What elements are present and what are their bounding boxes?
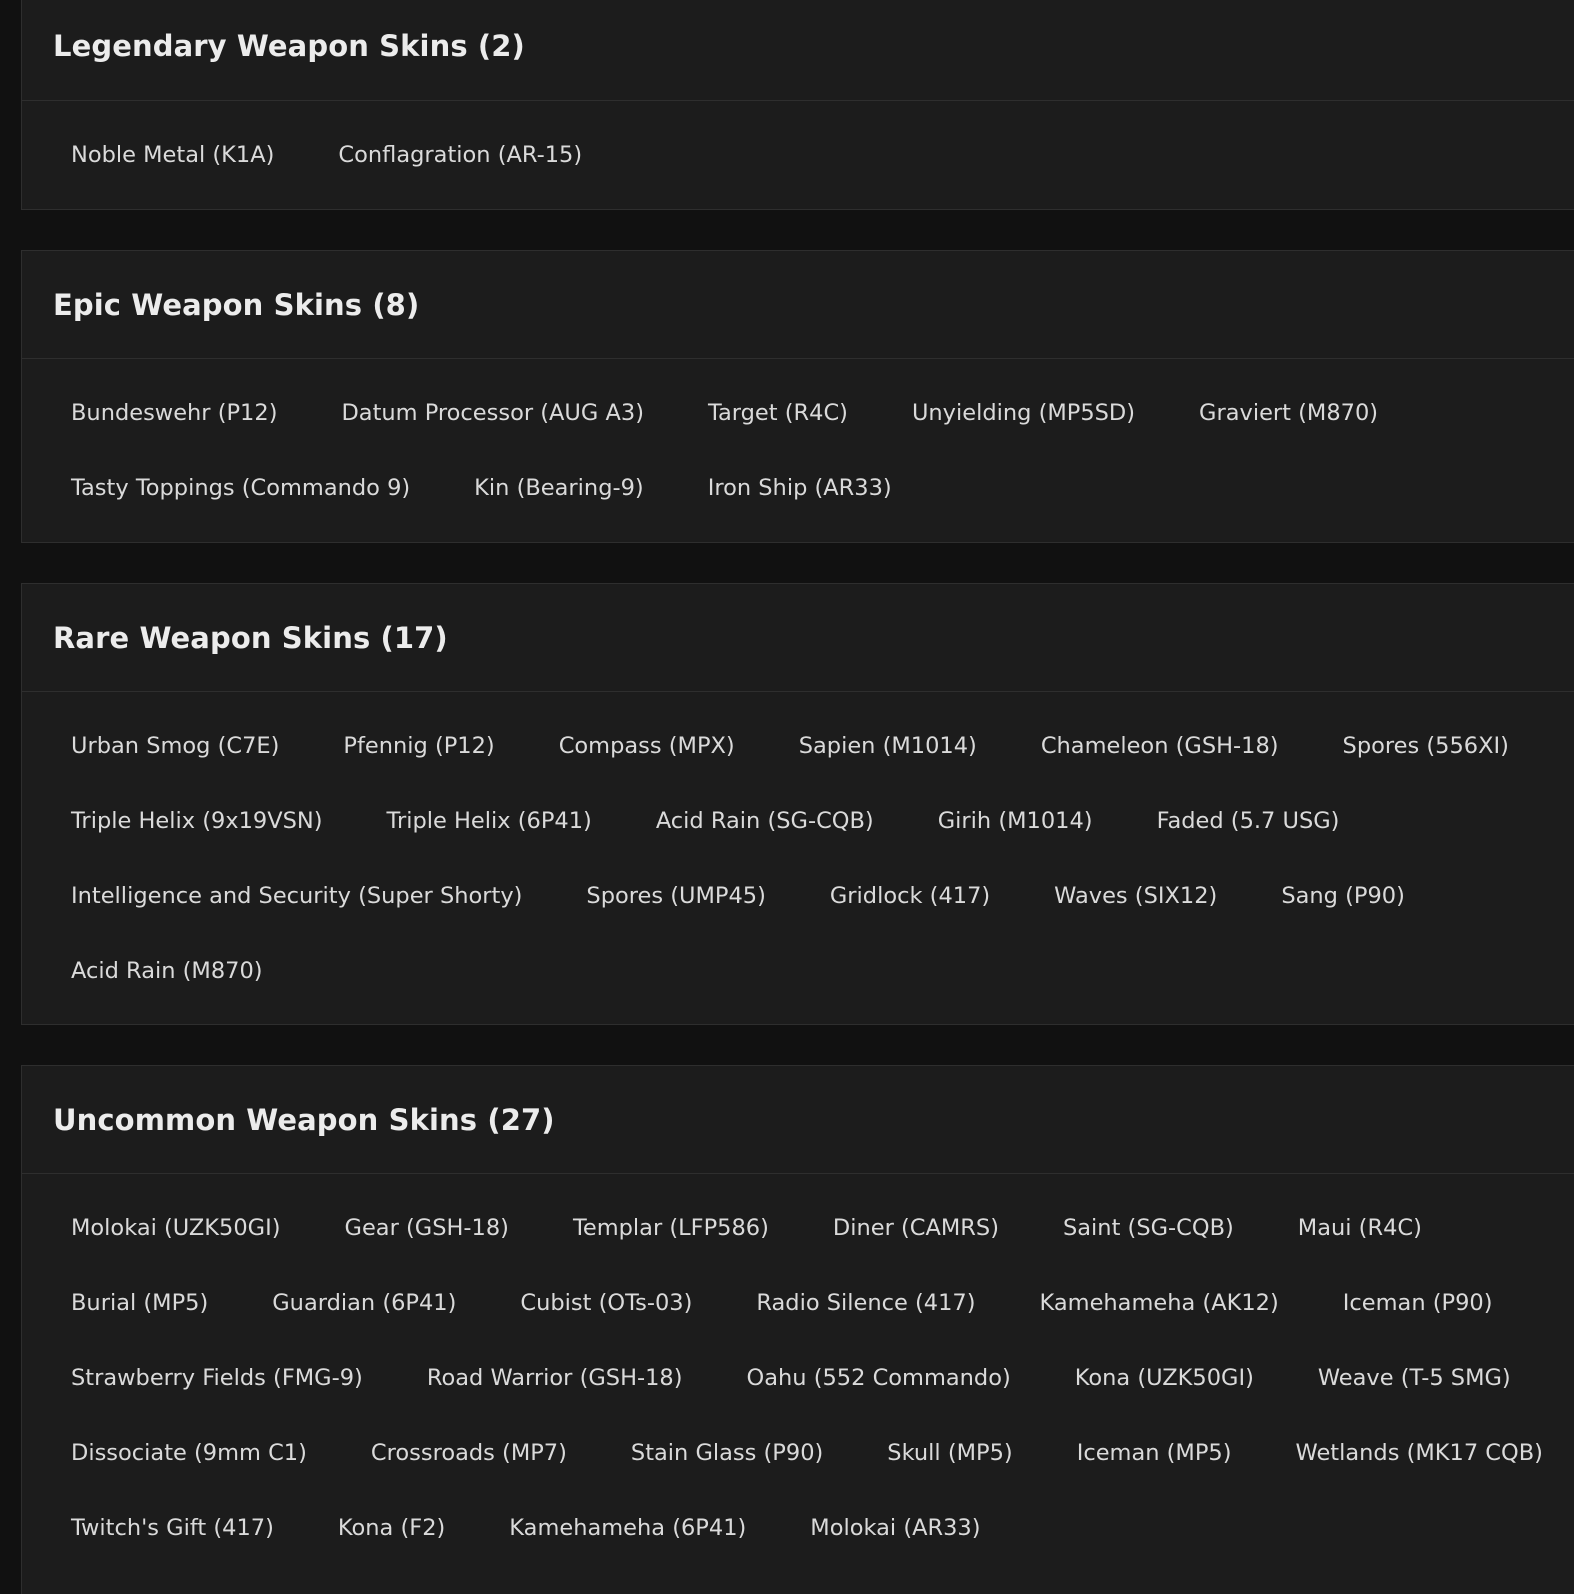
skin-link[interactable]: Unyielding (MP5SD) — [911, 400, 1136, 426]
skin-link[interactable]: Wetlands (MK17 CQB) — [1295, 1440, 1543, 1466]
epic-skins-section — [21, 250, 1574, 543]
skin-link[interactable]: Molokai (UZK50GI) — [71, 1215, 281, 1241]
skin-link[interactable]: Graviert (M870) — [1199, 400, 1379, 426]
skin-link[interactable]: Urban Smog (C7E) — [71, 733, 280, 759]
uncommon-skins-section — [21, 1065, 1574, 1594]
skin-link[interactable]: Waves (SIX12) — [1054, 883, 1218, 909]
skin-link[interactable]: Strawberry Fields (FMG-9) — [71, 1365, 363, 1391]
skin-link[interactable]: Dissociate (9mm C1) — [71, 1440, 307, 1466]
skin-link[interactable]: Triple Helix (9x19VSN) — [71, 808, 323, 834]
skin-link[interactable]: Iron Ship (AR33) — [707, 475, 892, 501]
skin-link[interactable]: Acid Rain (SG-CQB) — [655, 808, 874, 834]
skin-link[interactable]: Gridlock (417) — [829, 883, 991, 909]
skin-link[interactable]: Radio Silence (417) — [756, 1290, 976, 1316]
section-header — [22, 1066, 1574, 1174]
section-header — [22, 0, 1574, 101]
section-title: Legendary Weapon Skins (2) — [53, 29, 525, 63]
skin-list — [71, 376, 1574, 526]
skin-link[interactable]: Compass (MPX) — [558, 733, 735, 759]
skin-link[interactable]: Skull (MP5) — [887, 1440, 1013, 1466]
skin-list — [71, 709, 1574, 1009]
skin-link[interactable]: Spores (556XI) — [1342, 733, 1509, 759]
section-body — [22, 359, 1574, 526]
skin-link[interactable]: Girih (M1014) — [937, 808, 1093, 834]
skin-link[interactable]: Tasty Toppings (Commando 9) — [71, 475, 411, 501]
skin-link[interactable]: Target (R4C) — [707, 400, 848, 426]
skin-link[interactable]: Chameleon (GSH-18) — [1040, 733, 1279, 759]
skin-list — [71, 118, 1574, 193]
skin-link[interactable]: Burial (MP5) — [71, 1290, 209, 1316]
skin-link[interactable]: Cubist (OTs-03) — [520, 1290, 693, 1316]
skin-link[interactable]: Road Warrior (GSH-18) — [426, 1365, 683, 1391]
skin-link[interactable]: Molokai (AR33) — [810, 1515, 981, 1541]
section-body — [22, 1174, 1574, 1566]
section-body — [22, 692, 1574, 1009]
legendary-skins-section — [21, 0, 1574, 210]
section-title: Uncommon Weapon Skins (27) — [53, 1102, 555, 1137]
skin-link[interactable]: Spores (UMP45) — [586, 883, 766, 909]
skin-link[interactable]: Guardian (6P41) — [272, 1290, 457, 1316]
skin-link[interactable]: Triple Helix (6P41) — [386, 808, 592, 834]
section-title: Epic Weapon Skins (8) — [53, 287, 420, 322]
skin-link[interactable]: Diner (CAMRS) — [832, 1215, 999, 1241]
skin-link[interactable]: Acid Rain (M870) — [71, 958, 263, 984]
skin-link[interactable]: Conflagration (AR-15) — [338, 142, 583, 168]
skin-link[interactable]: Faded (5.7 USG) — [1156, 808, 1340, 834]
skin-link[interactable]: Sapien (M1014) — [798, 733, 977, 759]
skin-link[interactable]: Crossroads (MP7) — [370, 1440, 567, 1466]
skin-link[interactable]: Gear (GSH-18) — [344, 1215, 509, 1241]
section-header — [22, 584, 1574, 692]
rare-skins-section — [21, 583, 1574, 1025]
skin-link[interactable]: Stain Glass (P90) — [630, 1440, 824, 1466]
skin-link[interactable]: Maui (R4C) — [1297, 1215, 1422, 1241]
skin-link[interactable]: Kona (F2) — [337, 1515, 446, 1541]
skin-link[interactable]: Intelligence and Security (Super Shorty) — [71, 883, 523, 909]
skin-link[interactable]: Oahu (552 Commando) — [746, 1365, 1011, 1391]
skin-link[interactable]: Iceman (P90) — [1342, 1290, 1493, 1316]
skin-link[interactable]: Kona (UZK50GI) — [1074, 1365, 1254, 1391]
skin-link[interactable]: Saint (SG-CQB) — [1062, 1215, 1234, 1241]
section-body — [22, 101, 1574, 193]
skin-link[interactable]: Kamehameha (AK12) — [1039, 1290, 1279, 1316]
skin-link[interactable]: Weave (T-5 SMG) — [1317, 1365, 1511, 1391]
skin-link[interactable]: Sang (P90) — [1281, 883, 1405, 909]
skin-link[interactable]: Bundeswehr (P12) — [71, 400, 278, 426]
skin-link[interactable]: Templar (LFP586) — [572, 1215, 769, 1241]
skin-link[interactable]: Kin (Bearing-9) — [474, 475, 644, 501]
skin-link[interactable]: Datum Processor (AUG A3) — [341, 400, 644, 426]
section-title: Rare Weapon Skins (17) — [53, 620, 448, 655]
section-header — [22, 251, 1574, 359]
skin-link[interactable]: Twitch's Gift (417) — [71, 1515, 274, 1541]
skin-list — [71, 1191, 1574, 1566]
skin-link[interactable]: Iceman (MP5) — [1076, 1440, 1232, 1466]
skin-link[interactable]: Noble Metal (K1A) — [71, 142, 275, 168]
skin-link[interactable]: Kamehameha (6P41) — [509, 1515, 747, 1541]
skin-link[interactable]: Pfennig (P12) — [343, 733, 495, 759]
